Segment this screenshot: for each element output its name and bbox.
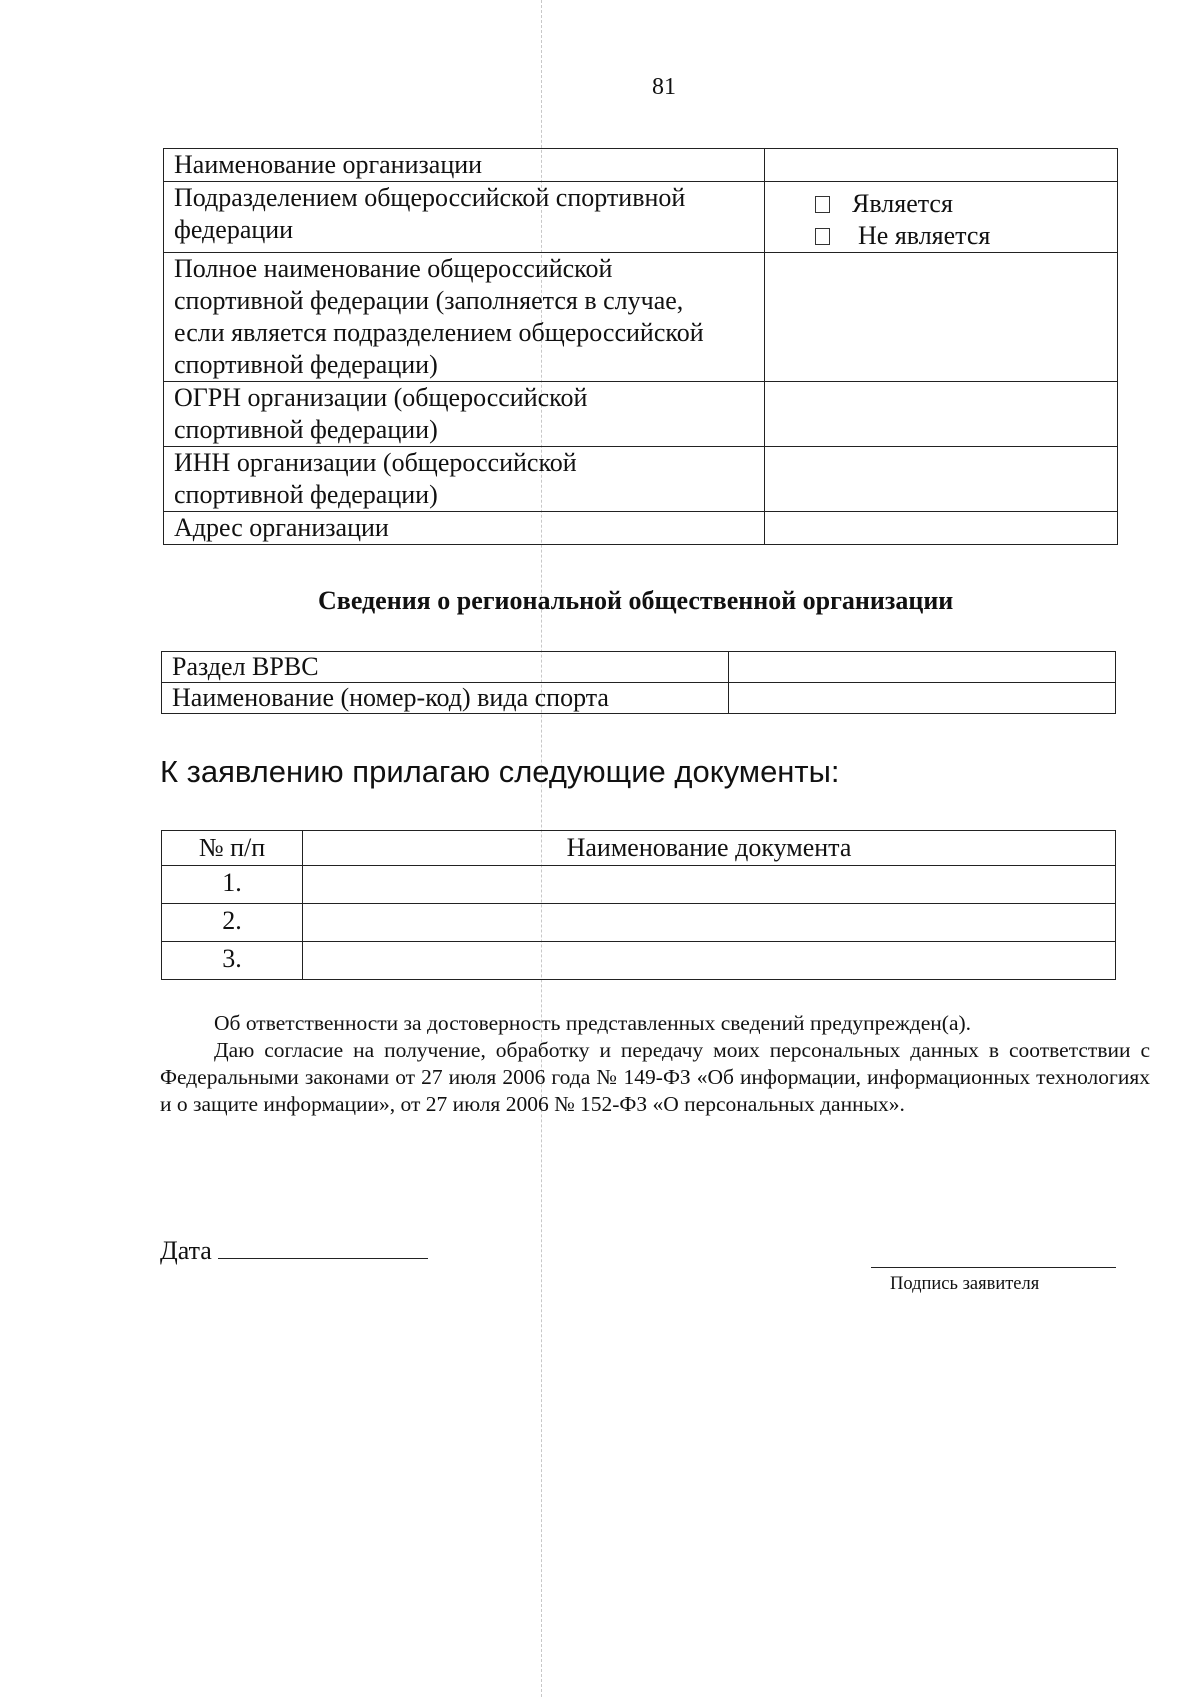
table-row	[164, 512, 1118, 545]
consent-statement: Даю согласие на получение, обработку и передачу моих персональных данных в соответствии с Федеральными законами от 27 июля 2006 года № 149-ФЗ «Об информации, информационных технологиях и о защите информации», от 27 июля 2006 № 152-ФЗ «О персональных данных».	[160, 1038, 1150, 1116]
documents-table	[161, 830, 1116, 980]
row-number: 3.	[162, 942, 303, 980]
option-is-not[interactable]	[775, 220, 1107, 252]
regional-table	[161, 651, 1116, 714]
label-line: Подразделением общероссийской спортивной	[174, 183, 686, 212]
inn-label	[164, 447, 765, 512]
option-is[interactable]	[775, 188, 1107, 220]
address-value[interactable]	[765, 512, 1118, 545]
federation-fullname-label	[164, 253, 765, 382]
ogrn-label	[164, 382, 765, 447]
label-line: спортивной федерации)	[174, 415, 438, 444]
date-input-line[interactable]	[218, 1236, 428, 1259]
sport-name-value[interactable]	[729, 683, 1116, 714]
label-line: спортивной федерации)	[174, 350, 438, 379]
header-doc-name: Наименование документа	[303, 831, 1116, 866]
table-row	[164, 382, 1118, 447]
label-line: спортивной федерации (заполняется в случае,	[174, 286, 684, 315]
subdivision-label	[164, 182, 765, 253]
federation-fullname-value[interactable]	[765, 253, 1118, 382]
page-number: 81	[652, 74, 676, 100]
signature-line[interactable]	[871, 1267, 1116, 1268]
vrvs-section-value[interactable]	[729, 652, 1116, 683]
option-label: Не является	[858, 221, 991, 250]
label-line: федерации	[174, 215, 294, 244]
inn-value[interactable]	[765, 447, 1118, 512]
table-row	[162, 904, 1116, 942]
date-field	[160, 1236, 428, 1266]
table-row	[164, 253, 1118, 382]
doc-name-cell[interactable]	[303, 904, 1116, 942]
row-number: 2.	[162, 904, 303, 942]
doc-name-cell[interactable]	[303, 866, 1116, 904]
subdivision-options	[765, 182, 1118, 253]
header-num: № п/п	[162, 831, 303, 866]
label-line: ИНН организации (общероссийской	[174, 448, 577, 477]
vrvs-section-label: Раздел ВРВС	[162, 652, 729, 683]
table-row	[162, 652, 1116, 683]
org-name-label: Наименование организации	[164, 149, 765, 182]
label-line: ОГРН организации (общероссийской	[174, 383, 588, 412]
doc-name-cell[interactable]	[303, 942, 1116, 980]
responsibility-statement: Об ответственности за достоверность представленных сведений предупрежден(а).	[214, 1011, 972, 1035]
attachments-title: К заявлению прилагаю следующие документы:	[160, 754, 840, 789]
table-row	[164, 149, 1118, 182]
ogrn-value[interactable]	[765, 382, 1118, 447]
org-name-value[interactable]	[765, 149, 1118, 182]
label-line: Полное наименование общероссийской	[174, 254, 613, 283]
checkbox-icon[interactable]	[815, 228, 830, 245]
table-row	[162, 866, 1116, 904]
row-number: 1.	[162, 866, 303, 904]
option-label: Является	[852, 189, 953, 218]
table-row	[162, 942, 1116, 980]
table-row	[162, 683, 1116, 714]
address-label: Адрес организации	[164, 512, 765, 545]
label-line: если является подразделением общероссийской	[174, 318, 704, 347]
signature-caption: Подпись заявителя	[890, 1274, 1040, 1294]
label-line: спортивной федерации)	[174, 480, 438, 509]
table-header-row	[162, 831, 1116, 866]
sport-name-label: Наименование (номер-код) вида спорта	[162, 683, 729, 714]
table-row	[164, 447, 1118, 512]
checkbox-icon[interactable]	[815, 196, 830, 213]
organization-table	[163, 148, 1118, 545]
table-row	[164, 182, 1118, 253]
regional-section-title: Сведения о региональной общественной организации	[318, 586, 954, 615]
date-label: Дата	[160, 1236, 212, 1265]
